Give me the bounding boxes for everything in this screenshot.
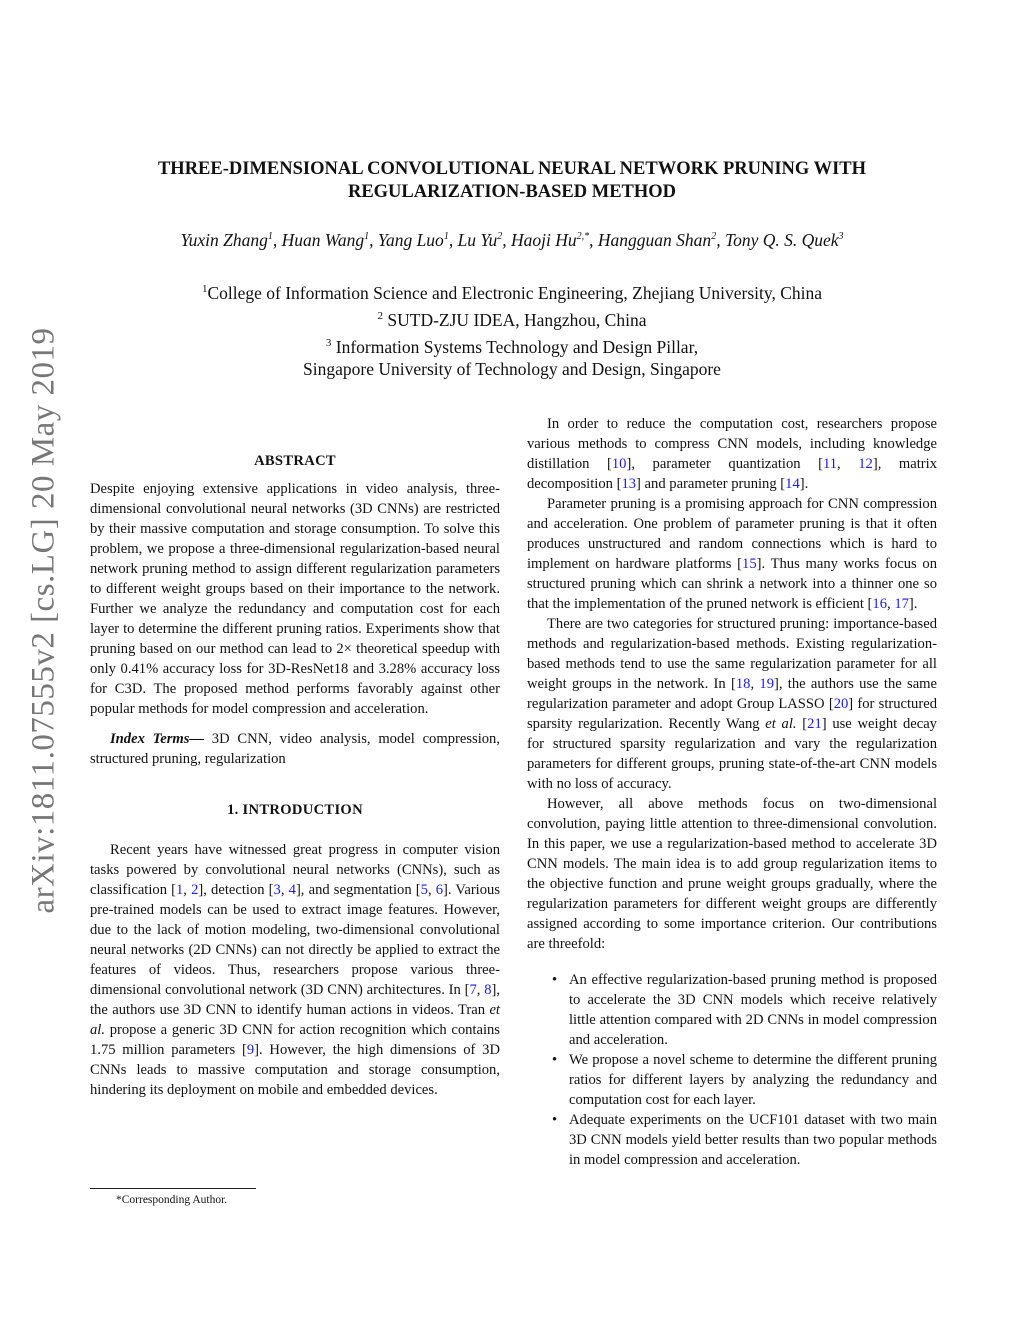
citation-link[interactable]: 2 [191,882,199,898]
contribution-list [527,970,937,1170]
author-sup: 1 [267,231,273,243]
citation-link[interactable]: 20 [833,696,849,712]
citation-link[interactable]: 6 [435,882,444,898]
citation-link[interactable]: 7 [469,982,477,998]
intro-paragraph-4: There are two categories for structured pruning: importance-based methods and regularization-based methods. Existing regularization-based methods tend to use the same regularization parameter for all weight groups in the network. In [18, 19], the authors use the same regularization parameter and adopt Group LASSO [20] for structured sparsity regularization. Recently Wang et al. [21] use weight decay for structured sparsity regularization and vary the regularization parameters for different groups, pruning state-of-the-art CNN models with no loss of accuracy. [527,616,937,792]
citation-link[interactable]: 9 [246,1042,255,1058]
author: Yuxin Zhang [180,230,268,250]
abstract-text: Despite enjoying extensive applications in video analysis, three-dimensional convolutional neural networks (3D CNNs) are restricted by their massive computation and storage consumption. To solve this problem, we propose a three-dimensional regularization-based neural network pruning method to assign different regularization parameters to different weight groups based on their importance to the network. Further we analyze the redundancy and computation cost for each layer to determine the different pruning ratios. Experiments show that pruning based on our method can lead to 2× theoretical speedup with only 0.41% accuracy loss for 3D-ResNet18 and 3.28% accuracy loss for C3D. The proposed method performs favorably against other popular methods for model compression and acceleration. [90,481,500,717]
index-terms-text: 3D CNN, video analysis, model compression, structured pruning, regularization [90,731,500,767]
author-sup: 1 [443,231,449,243]
abstract-heading: ABSTRACT [254,453,336,469]
intro-paragraph-1: Recent years have witnessed great progress in computer vision tasks powered by convolutional neural networks (CNNs), such as classification [1, 2], detection [3, 4], and segmentation [5, 6]. Various pre-trained models can be used to extract image features. However, due to the lack of motion modeling, two-dimensional convolutional neural networks (2D CNNs) can not directly be applied to extract the features of videos. Thus, researchers propose various three-dimensional convolutional network (3D CNN) architectures. In [7, 8], the authors use 3D CNN to identify human actions in videos. Tran et al. propose a generic 3D CNN for action recognition which contains 1.75 million parameters [9]. However, the high dimensions of 3D CNNs leads to massive computation and storage consumption, hindering its deployment on mobile and embedded devices. [90,842,501,1098]
bullet-icon: • [552,1112,558,1128]
citation-link[interactable]: 18 [735,676,751,692]
citation-link[interactable]: 19 [759,676,774,692]
list-item: • An effective regularization-based pruning method is proposed to accelerate the 3D CNN models which receive relatively little attention compared with 2D CNNs in model compression and acceleration. [552,972,937,1048]
citation-link[interactable]: 8 [484,982,492,998]
index-terms-label: Index Terms— [110,731,205,747]
affiliation-1: $^1$College of Information Science and Electronic Engineering, Zhejiang University, China [201,282,823,303]
citation-link[interactable]: 3 [273,882,281,898]
citation-link[interactable]: 16 [872,596,888,612]
citation-link[interactable]: 1 [176,882,184,898]
author-sup: 2,* [576,231,590,243]
citation-link[interactable]: 10 [611,456,627,472]
intro-paragraph-2: In order to reduce the computation cost, researchers propose various methods to compress CNN models, including knowledge distillation [10], parameter quantization [11, 12], matrix decomposition [13] and parameter pruning [14]. [527,416,938,492]
affiliation-3b: Singapore University of Technology and Design, Singapore [303,359,721,380]
author: Lu Yu [457,230,498,250]
author-sup: 2 [711,231,717,243]
citation-link[interactable]: 4 [288,882,296,898]
citation-link[interactable]: 15 [742,556,757,572]
bullet-icon: • [552,972,558,988]
affiliation-2: $^2$ SUTD-ZJU IDEA, Hangzhou, China [377,309,647,330]
author: Hangguan Shan [597,230,712,250]
footnote-rule [90,1188,256,1189]
author: Haoji Hu [511,230,577,250]
intro-paragraph-5: However, all above methods focus on two-dimensional convolution, paying little attention to three-dimensional convolution. In this paper, we use a regularization-based method to accelerate 3D CNN models. The main idea is to add group regularization items to the objective function and prune weight groups gradually, where the regularization parameters for different weight groups are differently assigned according to some importance criterion. Our contributions are threefold: [527,796,937,952]
paper-title [100,158,924,204]
bullet-icon: • [552,1052,558,1068]
author: Tony Q. S. Quek [724,230,839,250]
citation-link[interactable]: 13 [621,476,637,492]
citation-link[interactable]: 5 [420,882,428,898]
author: Huan Wang [281,230,365,250]
author-list: Yuxin Zhang$^1$, Huan Wang$^1$, Yang Luo$^1$, Lu Yu$^2$, Haoji $Hu^{2,*}$, Hangguan Shan$^2$, Tony Q. S. Quek$^3$ [180,230,844,250]
footnote: *Corresponding Author. [116,1194,228,1206]
intro-heading: 1. INTRODUCTION [227,802,363,818]
citation-link[interactable]: 14 [785,476,800,492]
citation-link[interactable]: 12 [858,456,873,472]
author-sup: 1 [364,231,370,243]
arxiv-stamp [14,260,74,980]
intro-paragraph-3: Parameter pruning is a promising approach for CNN compression and acceleration. One problem of parameter pruning is that it often produces unstructured and random connections which is hard to implement on hardware platforms [15]. Thus many works focus on structured pruning which can shrink a network into a thinner one so that the implementation of the pruned network is efficient [16, 17]. [527,496,937,612]
citation-link[interactable]: 11 [822,456,838,472]
author: Yang Luo [377,230,444,250]
citation-link[interactable]: 17 [894,596,909,612]
author-sup: 3 [838,231,844,243]
index-terms [90,729,500,769]
right-column [527,414,937,1170]
list-item: • We propose a novel scheme to determine the different pruning ratios for different layers by analyzing the redundancy and computation cost for each layer. [552,1052,937,1108]
affiliations [100,278,924,381]
title-line-1: THREE-DIMENSIONAL CONVOLUTIONAL NEURAL NETWORK PRUNING WITH [157,159,867,179]
list-item: • Adequate experiments on the UCF101 dataset with two main 3D CNN models yield better results than two popular methods in model compression and acceleration. [552,1112,937,1168]
citation-link[interactable]: 21 [807,716,822,732]
arxiv-id: arXiv:1811.07555v2 [cs.LG] 20 May 2019 [25,326,62,914]
author-sup: 2 [497,231,503,243]
title-line-2: REGULARIZATION-BASED METHOD [347,182,677,202]
left-column [90,453,500,1100]
affiliation-3: $^3$ Information Systems Technology and Design Pillar, [325,336,699,357]
